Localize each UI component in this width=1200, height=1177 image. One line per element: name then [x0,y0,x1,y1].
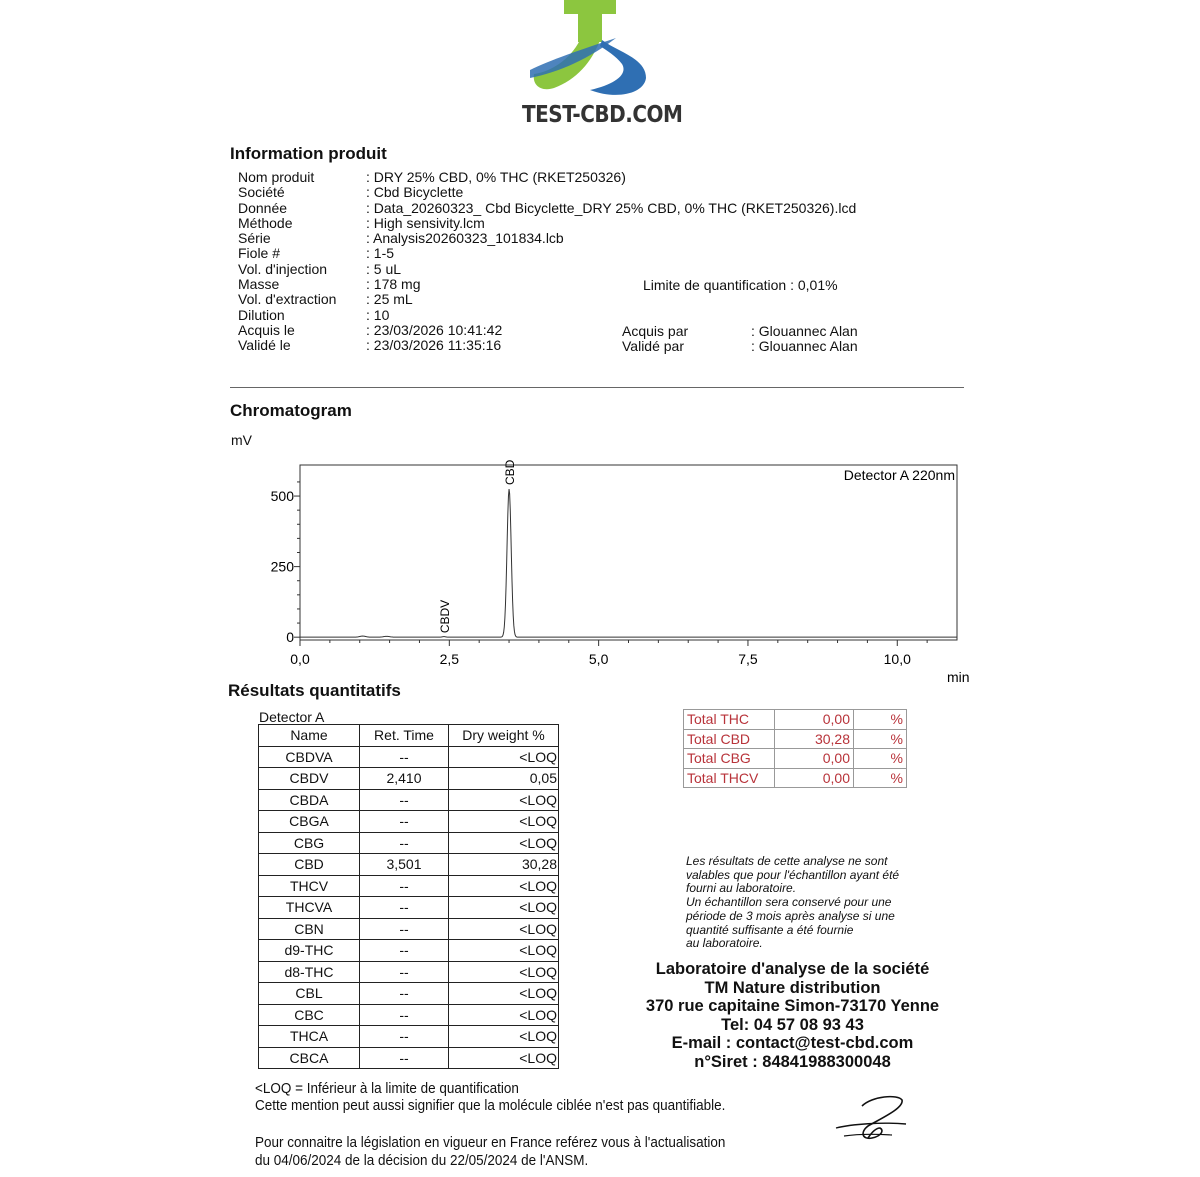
info-label: Méthode [238,214,293,231]
x-tick-label: 2,5 [439,651,460,667]
dry-weight: <LOQ [449,897,559,919]
validated-by-label: Validé par [622,338,685,354]
total-name: Total THCV [684,768,775,788]
totals-row [684,749,907,769]
signature-icon [832,1088,912,1148]
divider [230,387,964,388]
ret-time: -- [360,746,449,768]
chromatogram-plot [260,455,980,690]
ret-time: -- [360,983,449,1005]
note-line: au laboratoire. [686,936,763,951]
compound-name: CBDV [259,768,360,790]
total-value: 0,00 [775,710,854,730]
info-value: : 23/03/2026 11:35:16 [366,337,502,354]
info-value: : Analysis20260323_101834.lcb [366,230,564,247]
info-value: : Data_20260323_ Cbd Bicyclette_DRY 25% CBD, 0% THC (RKET250326).lcd [366,199,857,216]
compound-name: d8-THC [259,961,360,983]
dry-weight: <LOQ [449,875,559,897]
info-label: Acquis le [238,321,295,338]
results-title: Résultats quantitatifs [228,681,401,700]
results-header: Dry weight % [449,725,559,747]
ret-time: -- [360,832,449,854]
loq-definition: <LOQ = Inférieur à la limite de quantification [255,1081,519,1097]
info-value: : DRY 25% CBD, 0% THC (RKET250326) [366,169,626,185]
info-row [238,185,746,200]
dry-weight: 0,05 [449,768,559,790]
ret-time: -- [360,1047,449,1069]
table-row [259,983,559,1005]
info-label: Nom produit [238,169,315,185]
table-row [259,918,559,940]
legal-line-2: du 04/06/2024 de la décision du 22/05/2024 de l'ANSM. [255,1153,589,1169]
total-value: 30,28 [775,729,854,749]
totals-row [684,710,907,730]
x-unit-label: min [947,669,970,685]
dry-weight: <LOQ [449,918,559,940]
table-row [259,832,559,854]
loq-note: Cette mention peut aussi signifier que la molécule ciblée n'est pas quantifiable. [255,1098,726,1114]
compound-name: THCVA [259,897,360,919]
dry-weight: <LOQ [449,1004,559,1026]
info-value: : 10 [366,306,390,323]
compound-name: CBDVA [259,746,360,768]
info-row [238,216,746,231]
lab-line: 370 rue capitaine Simon-73170 Yenne [645,997,940,1016]
total-name: Total CBD [684,729,775,749]
compound-name: THCA [259,1026,360,1048]
y-tick-label: 0 [286,629,294,646]
results-table [258,724,559,1069]
ret-time: -- [360,918,449,940]
acquired-by-label: Acquis par [622,323,689,339]
note-line: quantité suffisante a été fournie [686,922,854,937]
compound-name: CBDA [259,789,360,811]
y-unit-label: mV [231,432,252,448]
info-value: : Cbd Bicyclette [366,184,464,201]
dry-weight: <LOQ [449,1047,559,1069]
info-row [238,292,746,307]
lab-line: Tel: 04 57 08 93 43 [721,1015,864,1034]
total-value: 0,00 [775,749,854,769]
results-detector: Detector A [259,709,325,725]
compound-name: CBG [259,832,360,854]
table-row [259,768,559,790]
table-row [259,811,559,833]
totals-table [683,709,907,788]
info-value: : 5 uL [366,260,402,277]
table-row [259,940,559,962]
ret-time: -- [360,1026,449,1048]
total-unit: % [854,749,907,769]
table-row [259,854,559,876]
table-row [259,1026,559,1048]
info-row [238,199,857,216]
dry-weight: <LOQ [449,983,559,1005]
y-tick-label: 500 [270,488,294,505]
table-row [259,897,559,919]
total-name: Total THC [684,710,775,730]
logo-text: TEST-CBD.COM [522,100,683,128]
total-unit: % [854,710,907,730]
legal-line-1: Pour connaitre la législation en vigueur en France reférez vous à l'actualisation [255,1135,726,1151]
peak-label: CBDV [437,599,452,634]
info-row [238,262,746,277]
ret-time: -- [360,811,449,833]
detector-label: Detector A 220nm [843,467,955,483]
ret-time: 3,501 [360,854,449,876]
peak-label: CBD [503,459,518,485]
info-row [238,308,746,323]
loq-limit: Limite de quantification : 0,01% [643,277,838,293]
table-row [259,746,559,768]
info-label: Série [238,230,271,247]
ret-time: -- [360,897,449,919]
total-unit: % [854,768,907,788]
results-header: Ret. Time [360,725,449,747]
info-row [238,170,746,185]
lab-line: Laboratoire d'analyse de la société [655,960,930,978]
info-row [238,231,746,246]
x-tick-label: 7,5 [738,651,758,667]
table-row [259,875,559,897]
note-line: Un échantillon sera conservé pour une [686,895,892,910]
table-row [259,1047,559,1069]
ret-time: -- [360,1004,449,1026]
info-label: Masse [238,276,280,293]
note-line: fourni au laboratoire. [686,881,797,896]
compound-name: CBCA [259,1047,360,1069]
compound-name: CBL [259,983,360,1005]
table-row [259,789,559,811]
dry-weight: <LOQ [449,789,559,811]
info-value: : High sensivity.lcm [366,214,485,231]
table-row [259,961,559,983]
lab-info [600,960,985,1072]
compound-name: CBC [259,1004,360,1026]
info-label: Dilution [238,306,285,323]
total-unit: % [854,729,907,749]
dry-weight: <LOQ [449,832,559,854]
info-value: : 178 mg [366,276,421,293]
ret-time: 2,410 [360,768,449,790]
compound-name: CBGA [259,811,360,833]
ret-time: -- [360,961,449,983]
lab-line: n°Siret : 84841988300048 [694,1052,891,1071]
y-tick-label: 250 [270,558,294,575]
info-row [238,246,746,261]
x-tick-label: 10,0 [883,651,911,667]
totals-row [684,729,907,749]
dry-weight: <LOQ [449,961,559,983]
note-line: période de 3 mois après analyse si une [686,908,895,923]
dry-weight: <LOQ [449,746,559,768]
disclaimer-note [686,855,966,951]
plot-frame [300,465,957,640]
info-value: : 23/03/2026 10:41:42 [366,321,503,338]
note-line: valables que pour l'échantillon ayant été [686,867,900,882]
totals-row [684,768,907,788]
compound-name: THCV [259,875,360,897]
info-title: Information produit [230,144,387,163]
dry-weight: <LOQ [449,811,559,833]
x-tick-label: 0,0 [290,651,310,667]
info-value: : 1-5 [366,245,395,262]
chromatogram-title: Chromatogram [230,401,352,420]
lab-line: TM Nature distribution [704,978,881,997]
total-name: Total CBG [684,749,775,769]
note-line: Les résultats de cette analyse ne sont [686,854,888,868]
info-value: : 25 mL [366,291,413,308]
results-header: Name [259,725,360,747]
info-label: Vol. d'extraction [238,291,337,308]
logo-icon [520,0,660,100]
info-label: Vol. d'injection [238,260,328,277]
ret-time: -- [360,875,449,897]
compound-name: CBN [259,918,360,940]
dry-weight: <LOQ [449,940,559,962]
ret-time: -- [360,940,449,962]
validated-by-value: : Glouannec Alan [751,338,858,354]
total-value: 0,00 [775,768,854,788]
dry-weight: <LOQ [449,1026,559,1048]
ret-time: -- [360,789,449,811]
dry-weight: 30,28 [449,854,559,876]
acquired-by-value: : Glouannec Alan [751,323,858,339]
compound-name: d9-THC [259,940,360,962]
info-label: Fiole # [238,245,281,262]
compound-name: CBD [259,854,360,876]
info-label: Donnée [238,199,288,216]
chromatogram-trace [300,489,957,637]
table-row [259,1004,559,1026]
info-label: Validé le [238,337,291,354]
x-tick-label: 5,0 [588,651,609,667]
info-label: Société [238,184,285,201]
lab-line: E-mail : contact@test-cbd.com [671,1034,914,1053]
